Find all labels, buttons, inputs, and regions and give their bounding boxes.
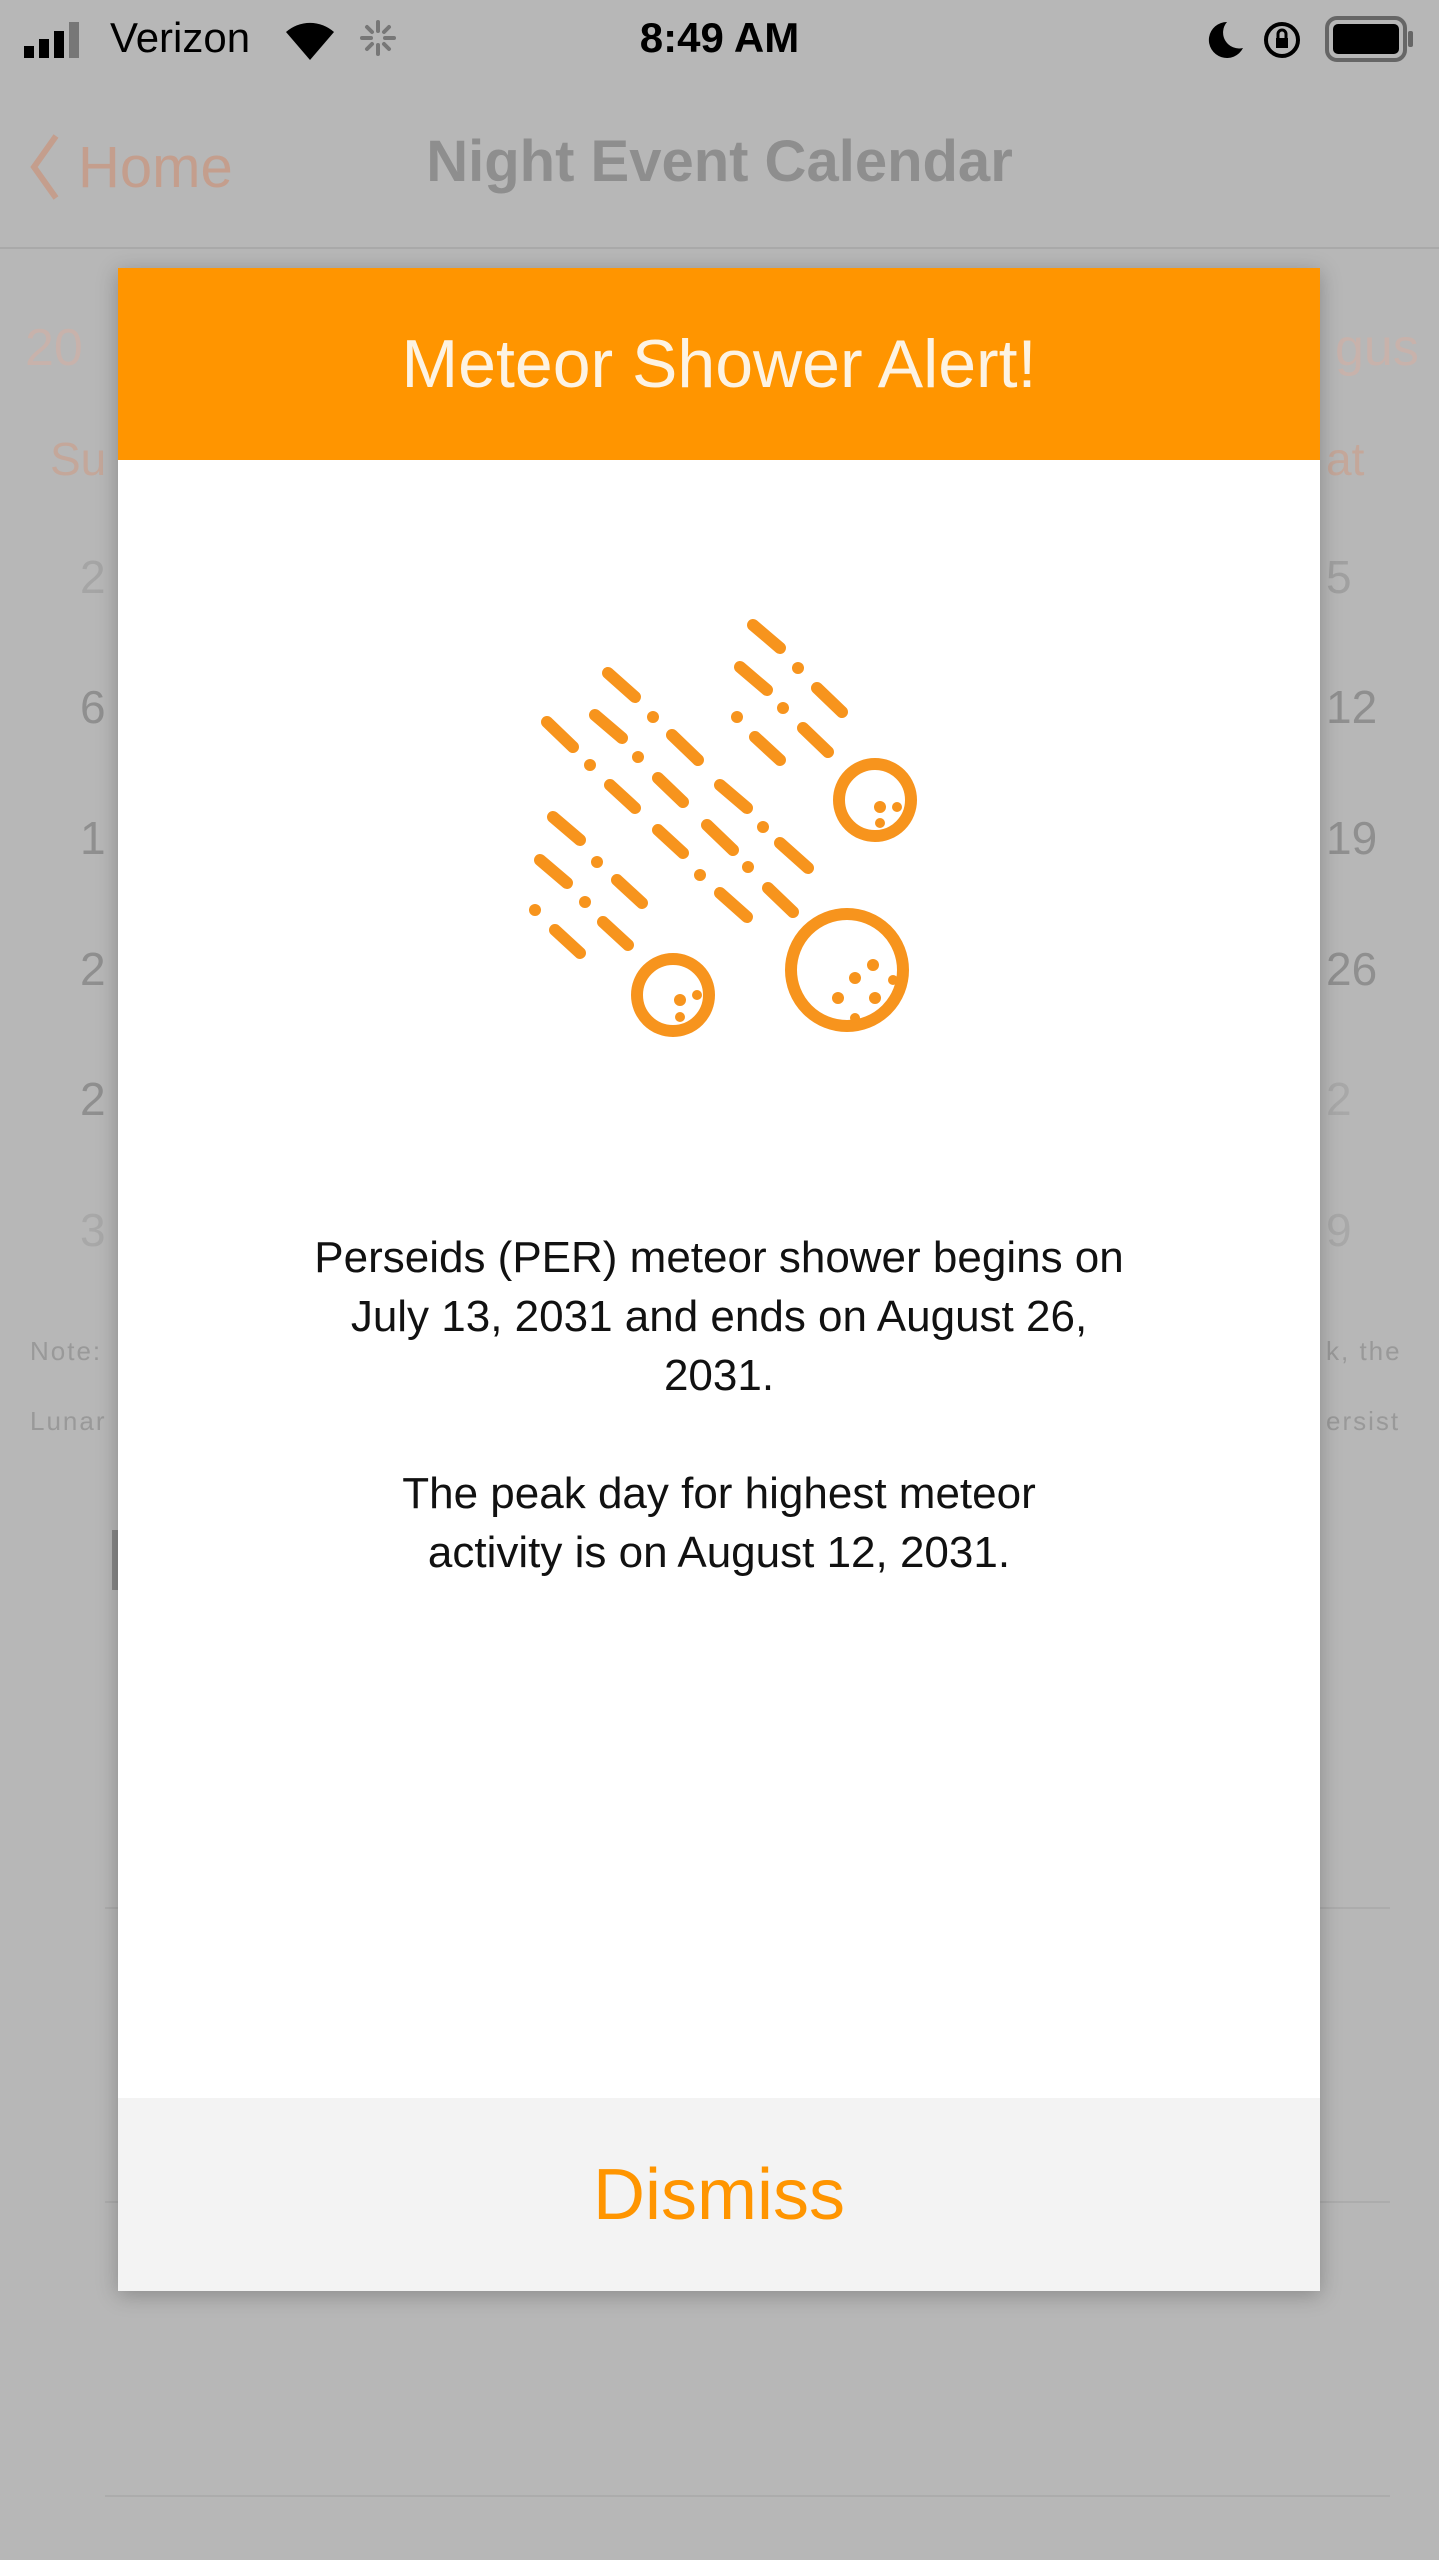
calendar-year-fragment: 20 (25, 319, 83, 377)
calendar-day[interactable]: 9 (1326, 1204, 1352, 1256)
alert-header (118, 268, 1320, 460)
calendar-day[interactable]: 2 (80, 1073, 106, 1125)
carrier-label: Verizon (110, 14, 251, 61)
calendar-day[interactable]: 2 (80, 551, 106, 603)
calendar-day[interactable]: 6 (80, 681, 106, 733)
divider (105, 2495, 1390, 2497)
calendar-day[interactable]: 3 (80, 1204, 106, 1256)
calendar-day[interactable]: 12 (1326, 681, 1378, 733)
dismiss-label: Dismiss (593, 2154, 845, 2235)
battery-icon (1325, 16, 1415, 62)
navigation-bar (0, 80, 1439, 248)
meteor-shower-icon (500, 600, 940, 1060)
note-text: Note: (30, 1336, 103, 1366)
alert-paragraph: Perseids (PER) meteor shower begins on July 13, 2031 and ends on August 26, 2031. (314, 1233, 1124, 1400)
rotation-lock-icon (1262, 20, 1302, 60)
alert-paragraph: The peak day for highest meteor activity is on August 12, 2031. (402, 1469, 1036, 1577)
calendar-day[interactable]: 2 (1326, 1073, 1352, 1125)
calendar-day[interactable]: 26 (1326, 943, 1378, 995)
calendar-day[interactable]: 2 (80, 943, 106, 995)
calendar-month-fragment: gus (1335, 319, 1419, 377)
dismiss-button[interactable] (118, 2098, 1320, 2291)
note-text: k, the (1326, 1336, 1402, 1366)
note-text: ersist (1326, 1406, 1401, 1436)
calendar-day[interactable]: 5 (1326, 551, 1352, 603)
weekday-sat-fragment: at (1326, 433, 1365, 485)
alert-title: Meteor Shower Alert! (401, 326, 1037, 402)
calendar-day[interactable]: 19 (1326, 812, 1378, 864)
weekday-sun-fragment: Su (50, 433, 107, 485)
status-time: 8:49 AM (639, 14, 800, 61)
note-text: Lunar (30, 1406, 107, 1436)
moon-icon (1205, 20, 1245, 60)
page-title: Night Event Calendar (426, 129, 1013, 194)
status-bar (0, 0, 1439, 80)
back-label: Home (78, 134, 233, 200)
meteor-alert-dialog (118, 268, 1320, 2291)
nav-divider (0, 247, 1439, 249)
alert-message (118, 1228, 1320, 1641)
calendar-day[interactable]: 1 (80, 812, 106, 864)
